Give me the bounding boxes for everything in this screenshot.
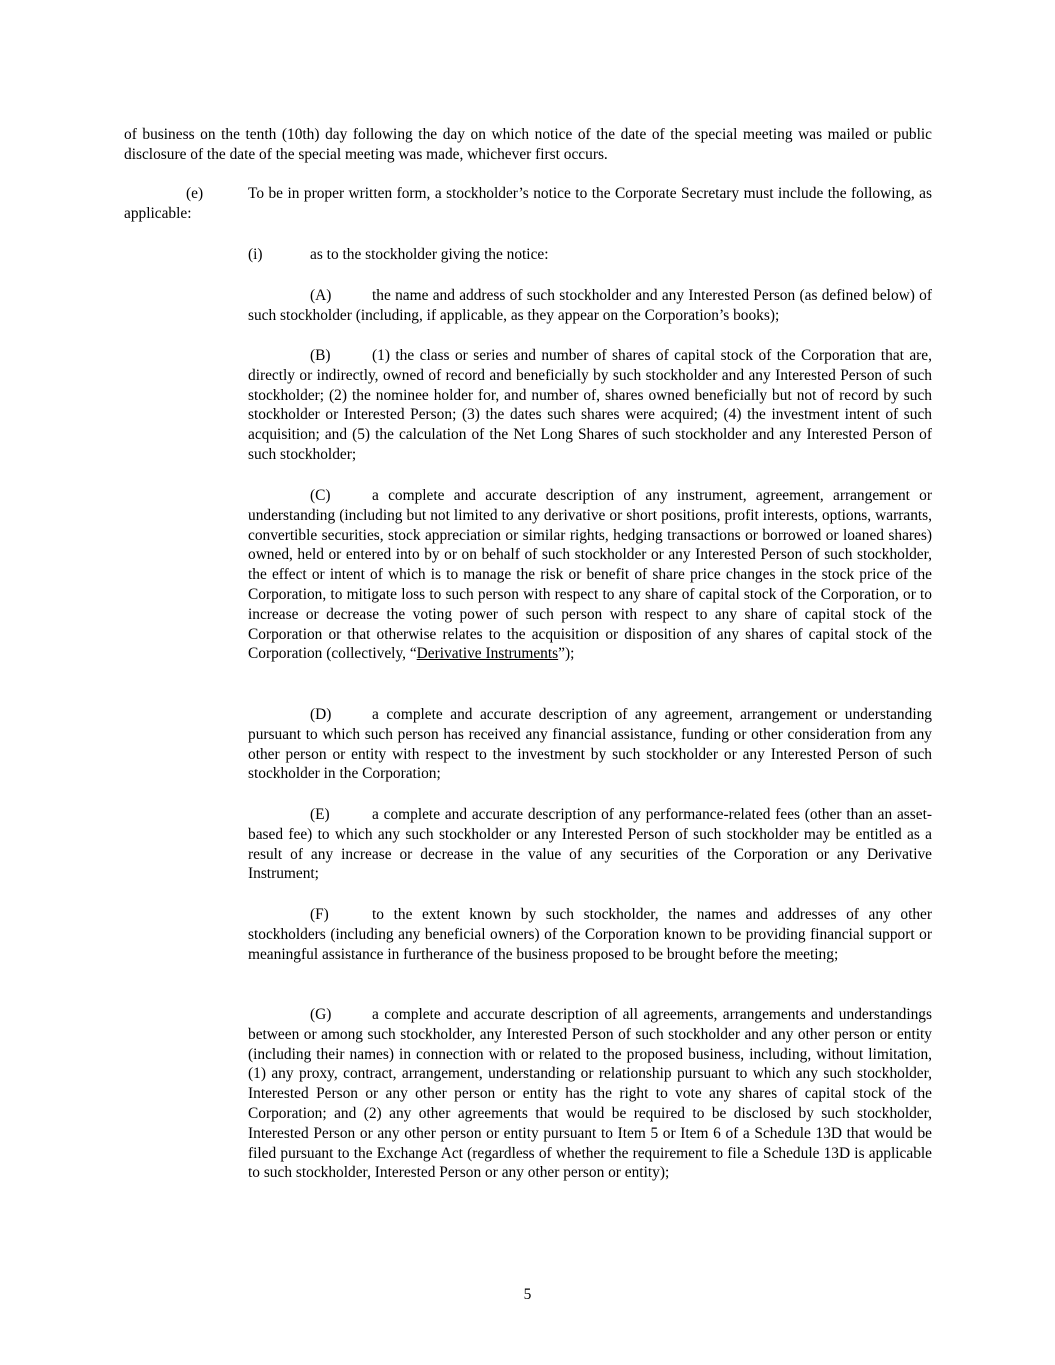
paragraph-D-text: a complete and accurate description of any agreement, arrangement or understanding pursuant to which such person has received any financial assistance, funding or other consideration from any other person or entity with respect to the investment by such stockholder or any Interested Person of such stockholder in the Corporation; — [248, 706, 932, 783]
paragraph-A — [248, 286, 932, 326]
paragraph-D — [248, 705, 932, 784]
paragraph-C-tail: ”); — [558, 645, 575, 663]
page-number: 5 — [523, 1286, 532, 1303]
defined-term-derivative-instruments: Derivative Instruments — [416, 645, 559, 663]
paragraph-C-label: (C) — [310, 487, 331, 504]
paragraph-F — [248, 905, 932, 964]
continuation-text: of business on the tenth (10th) day following the day on which notice of the date of the special meeting was mailed or public disclosure of the date of the special meeting was made, whichever first occurs. — [124, 126, 932, 163]
paragraph-E-text: a complete and accurate description of any performance-related fees (other than an asset-based fee) to which any such stockholder or any Interested Person of such stockholder may be entitled as a result of any increase or decrease in the value of any securities of the Corporation or any Derivative Instrument; — [248, 806, 932, 883]
paragraph-D-label: (D) — [310, 706, 332, 723]
paragraph-A-text: the name and address of such stockholder and any Interested Person (as defined below) of such stockholder (including, if applicable, as they appear on the Corporation’s books); — [248, 287, 932, 324]
paragraph-G-text: a complete and accurate description of all agreements, arrangements and understandings between or among such stockholder, any Interested Person of such stockholder and any other person or entity (including their names) in connection with or related to the proposed business, including, without limitation, (1) any proxy, contract, arrangement, understanding or relationship pursuant to which any such stockholder, Interested Person or any other person or entity has the right to vote any shares of capital stock of the Corporation; and (2) any other agreements that would be required to be disclosed by such stockholder, Interested Person or any other person or entity pursuant to Item 5 or Item 6 of a Schedule 13D that would be filed pursuant to the Exchange Act (regardless of whether the requirement to file a Schedule 13D is applicable to such stockholder, Interested Person or any other person or entity); — [248, 1006, 932, 1182]
paragraph-i — [248, 245, 932, 265]
paragraph-A-label: (A) — [310, 287, 332, 304]
paragraph-E — [248, 805, 932, 884]
paragraph-F-text: to the extent known by such stockholder, the names and addresses of any other stockholders (including any beneficial owners) of the Corporation known to be providing financial support or meaningful assistance in furtherance of the business proposed to be brought before the meeting; — [248, 906, 932, 963]
paragraph-B-text: (1) the class or series and number of shares of capital stock of the Corporation that are, directly or indirectly, owned of record and beneficially by such stockholder and any Interested Person of such stockholder; (2) the nominee holder for, and number of, shares owned beneficially but not of record by such stockholder or Interested Person; (3) the dates such shares were acquired; (4) the investment intent of such acquisition; and (5) the calculation of the Net Long Shares of such stockholder and any Interested Person of such stockholder; — [248, 347, 932, 463]
continuation-paragraph — [124, 125, 932, 165]
paragraph-i-text: as to the stockholder giving the notice: — [310, 246, 549, 263]
paragraph-C-text: a complete and accurate description of any instrument, agreement, arrangement or understanding (including but not limited to any derivative or short positions, profit interests, options, warrants, convertible securities, stock appreciation or similar rights, hedging transactions or borrowed or loaned shares) owned, held or entered into by or on behalf of such stockholder or any Interested Person of such stockholder, the effect or intent of which is to manage the risk or benefit of share price changes in the stock price of the Corporation, to mitigate loss to such person with respect to any share of capital stock of the Corporation, or to increase or decrease the voting power of such person with respect to any share of capital stock of the Corporation or that otherwise relates to the acquisition or disposition of any shares of capital stock of the Corporation (collectively, “ — [248, 487, 932, 663]
paragraph-E-label: (E) — [310, 806, 330, 823]
paragraph-e-label: (e) — [186, 185, 204, 202]
paragraph-B — [248, 346, 932, 465]
paragraph-B-label: (B) — [310, 347, 331, 364]
paragraph-e — [124, 184, 932, 224]
paragraph-F-label: (F) — [310, 906, 329, 923]
paragraph-i-label: (i) — [248, 246, 263, 263]
paragraph-e-text: To be in proper written form, a stockholder’s notice to the Corporate Secretary must include the following, as applicable: — [124, 185, 932, 222]
paragraph-G — [248, 1005, 932, 1183]
paragraph-C — [248, 486, 932, 664]
paragraph-G-label: (G) — [310, 1006, 332, 1023]
